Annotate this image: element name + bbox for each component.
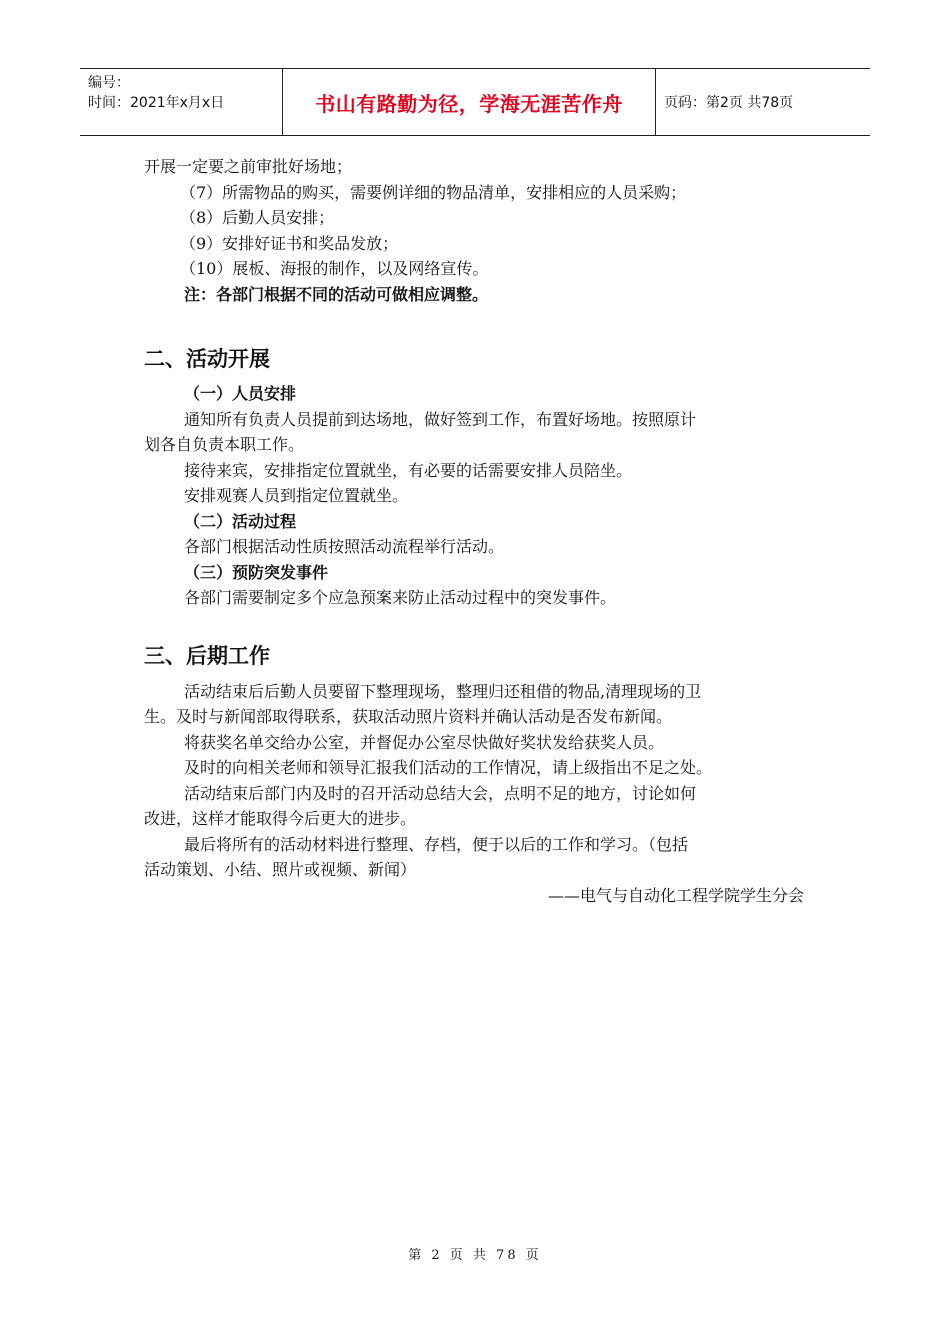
list-item: （8）后勤人员安排； — [180, 208, 335, 227]
paragraph-line: 活动策划、小结、照片或视频、新闻） — [144, 860, 417, 879]
note-text: 注：各部门根据不同的活动可做相应调整。 — [184, 284, 489, 304]
paragraph-line: 活动结束后部门内及时的召开活动总结大会，点明不足的地方，讨论如何 — [184, 783, 697, 803]
subsection-heading: （一）人员安排 — [184, 384, 297, 403]
paragraph-line: 生。及时与新闻部取得联系，获取活动照片资料并确认活动是否发布新闻。 — [144, 707, 673, 726]
paragraph-line: 各部门需要制定多个应急预案来防止活动过程中的突发事件。 — [184, 588, 617, 607]
paragraph-line: 改进，这样才能取得今后更大的进步。 — [144, 809, 417, 828]
paragraph-line: 及时的向相关老师和领导汇报我们活动的工作情况，请上级指出不足之处。 — [184, 758, 713, 777]
page-header — [80, 68, 870, 136]
list-item: （10）展板、海报的制作，以及网络宣传。 — [180, 259, 489, 278]
paragraph-line: 接待来宾，安排指定位置就坐，有必要的话需要安排人员陪坐。 — [184, 460, 633, 480]
paragraph-line: 各部门根据活动性质按照活动流程举行活动。 — [184, 537, 505, 556]
page-footer: 第 2 页 共 78 页 — [408, 1248, 542, 1263]
paragraph-line: 活动结束后后勤人员要留下整理现场，整理归还租借的物品,清理现场的卫 — [184, 681, 702, 701]
list-item: （7）所需物品的购买，需要例详细的物品清单，安排相应的人员采购； — [180, 182, 687, 202]
section-heading: 二、活动开展 — [144, 347, 270, 371]
paragraph-line: 最后将所有的活动材料进行整理、存档，便于以后的工作和学习。（包括 — [184, 834, 689, 854]
paragraph-line: 安排观赛人员到指定位置就坐。 — [184, 486, 409, 505]
paragraph-line: 通知所有负责人员提前到达场地，做好签到工作，布置好场地。按照原计 — [184, 409, 697, 429]
signature: ——电气与自动化工程学院学生分会 — [547, 885, 804, 905]
paragraph-line: 将获奖名单交给办公室，并督促办公室尽快做好奖状发给获奖人员。 — [184, 732, 665, 752]
header-motto: 书山有路勤为径，学海无涯苦作舟 — [282, 69, 656, 135]
subsection-heading: （三）预防突发事件 — [184, 562, 329, 582]
paragraph-line: 开展一定要之前审批好场地； — [144, 157, 353, 176]
document-body — [144, 154, 808, 908]
header-meta — [80, 69, 282, 135]
paragraph-line: 划各自负责本职工作。 — [144, 435, 305, 454]
subsection-heading: （二）活动过程 — [184, 511, 297, 531]
document-date-label: 时间：2021年x月x日 — [88, 95, 225, 111]
document-number-label: 编号： — [88, 75, 130, 91]
section-heading: 三、后期工作 — [144, 643, 270, 668]
list-item: （9）安排好证书和奖品发放； — [180, 233, 399, 253]
header-page-info: 页码：第2页 共78页 — [664, 95, 794, 111]
